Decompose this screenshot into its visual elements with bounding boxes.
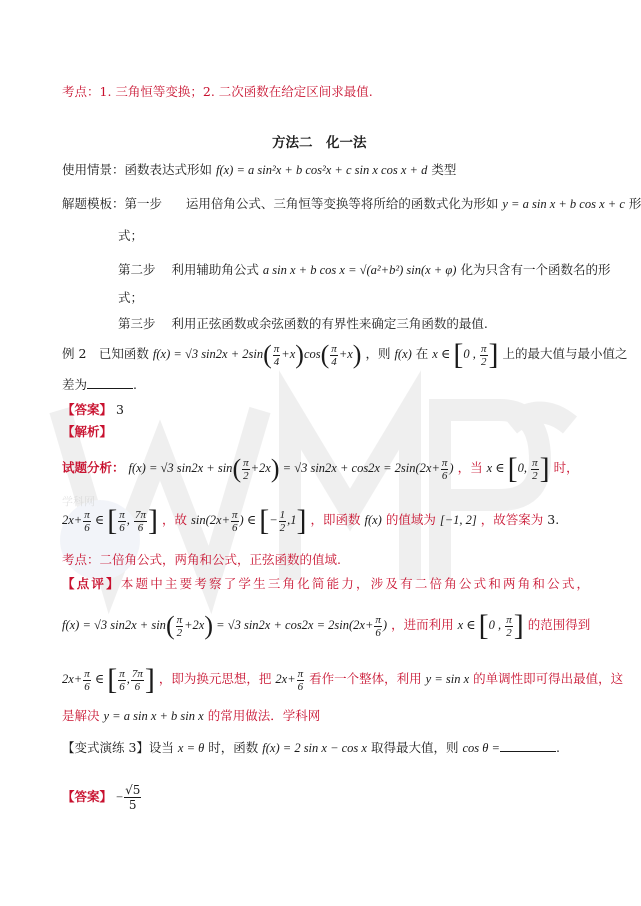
answer2-fraction bbox=[124, 783, 141, 812]
review-further: ，进而利用 bbox=[391, 617, 454, 632]
step2-expr: a sin x + b cos x = √(a²+b²) sin(x + φ) bbox=[262, 263, 457, 277]
template-step2 bbox=[118, 262, 610, 278]
variant-cond: x = θ bbox=[177, 741, 205, 755]
answer2-minus: − bbox=[116, 790, 124, 804]
analysis-line1 bbox=[62, 452, 579, 486]
answer-label: 【答案】 bbox=[62, 402, 113, 417]
analysis-prefix: 试题分析： bbox=[62, 460, 125, 475]
review-last-expr: y = a sin x + b sin x bbox=[103, 709, 204, 723]
answer2-line bbox=[62, 780, 142, 814]
usage-line bbox=[62, 162, 456, 178]
variant-tail: 取得最大值，则 bbox=[370, 740, 459, 755]
step2-text: 利用辅助角公式 bbox=[171, 262, 259, 277]
example-fx: f(x) bbox=[394, 347, 412, 361]
example-2 bbox=[62, 338, 628, 372]
analysis-final-value: 3 bbox=[547, 512, 556, 527]
review-label: 【点评】 bbox=[62, 576, 121, 591]
analysis-range-text: 的值域为 bbox=[385, 512, 436, 527]
answer-blank bbox=[87, 377, 133, 389]
watermark-text: 学科网 bbox=[62, 495, 95, 508]
review-expr3: 2x+ $\frac{\pi}{6}$ bbox=[275, 667, 304, 693]
step1-tail: 形 bbox=[628, 196, 641, 211]
analysis-fx: f(x) bbox=[364, 513, 382, 527]
analysis-final-end: . bbox=[555, 512, 560, 527]
review-line3 bbox=[62, 663, 624, 697]
answer-line bbox=[62, 402, 124, 418]
review-domain: x ∈ [0 , $\frac{\pi}{2}$ ] bbox=[457, 609, 524, 643]
review-range-tail: 的范围得到 bbox=[527, 617, 591, 632]
review-line2 bbox=[62, 609, 591, 643]
method-title: 方法二 化一法 bbox=[272, 135, 367, 151]
answer2-num: √5 bbox=[125, 783, 141, 797]
analysis-so: ，故 bbox=[162, 512, 188, 527]
example-interval: x ∈ [0 , $\frac{\pi}{2}$ ] bbox=[432, 338, 499, 372]
template-step1 bbox=[62, 196, 641, 212]
review-expr4: y = sin x bbox=[425, 672, 470, 686]
analysis-expr2: 2x+ $\frac{\pi}{6}$ ∈ [ $\frac{\pi}{6}$ , $\frac{7\pi}{6}$ ] bbox=[62, 504, 159, 538]
analysis-expr3: sin(2x+ $\frac{\pi}{6}$ ) ∈ [− $\frac{1}{2}$ ,1] bbox=[191, 504, 307, 538]
analysis-line2 bbox=[62, 504, 560, 538]
topic-note-2: 考点：二倍角公式，两角和公式，正弦函数的值域. bbox=[62, 552, 341, 567]
template-step3 bbox=[118, 316, 488, 332]
variant-line bbox=[62, 740, 560, 756]
review-idea2: 看作一个整体，利用 bbox=[309, 671, 422, 686]
step3-label: 第三步 bbox=[118, 316, 156, 331]
step1-text: 运用倍角公式、三角恒等变换等将所给的函数式化为形如 bbox=[185, 196, 499, 211]
variant-label: 【变式演练 3】设当 bbox=[62, 740, 174, 755]
review-expr2: 2x+ $\frac{\pi}{6}$ ∈ [ $\frac{\pi}{6}$ , $\frac{7\pi}{6}$ ] bbox=[62, 663, 155, 697]
analysis-expr1: f(x) = √3 sin2x + sin( $\frac{\pi}{2}$ +2x) = √3 sin2x + cos2x = 2sin(2x+ $\frac{\pi}{6}$ ) bbox=[128, 454, 454, 484]
topic-note-1: 考点：1. 三角恒等变换；2. 二次函数在给定区间求最值. bbox=[62, 84, 373, 99]
answer2-label: 【答案】 bbox=[62, 789, 113, 804]
template-label: 解题模板： bbox=[62, 196, 125, 211]
usage-label: 使用情景：函数表达式形如 bbox=[62, 162, 213, 177]
analysis-domain: x ∈ [0, $\frac{\pi}{2}$ ] bbox=[486, 452, 550, 486]
step2-tail: 化为只含有一个函数名的形 bbox=[460, 262, 611, 277]
review-line4 bbox=[62, 708, 320, 724]
step3-text: 利用正弦函数或余弦函数的有界性来确定三角函数的最值. bbox=[171, 316, 488, 331]
review-text: 本题中主要考察了学生三角化简能力，涉及有二倍角公式和两角和公式， bbox=[120, 576, 592, 591]
analysis-when: ，当 bbox=[457, 460, 483, 475]
step1-cont: 式； bbox=[118, 228, 144, 243]
example-mid: ，则 bbox=[365, 346, 391, 361]
answer2-den: 5 bbox=[124, 797, 141, 812]
review-idea3: 的单调性即可得出最值，这 bbox=[473, 671, 624, 686]
example-line2-end: . bbox=[133, 377, 137, 392]
review-expr1: f(x) = √3 sin2x + sin( $\frac{\pi}{2}$ +2x) = √3 sin2x + cos2x = 2sin(2x+ $\frac{\pi}{6}$ ) bbox=[62, 611, 388, 641]
example-mid2: 在 bbox=[415, 346, 429, 361]
step1-expr: y = a sin x + b cos x + c bbox=[502, 197, 625, 211]
review-last1: 是解决 bbox=[62, 708, 100, 723]
usage-expr: f(x) = a sin²x + b cos²x + c sin x cos x + d bbox=[216, 163, 428, 177]
analysis-label: 【解析】 bbox=[62, 424, 113, 439]
variant-end: . bbox=[555, 740, 560, 755]
step2-cont: 式； bbox=[118, 290, 144, 305]
example-func: f(x) = √3 sin2x + 2sin( $\frac{\pi}{4}$ +x)cos( $\frac{\pi}{4}$ +x) bbox=[152, 340, 362, 370]
analysis-when-tail: 时， bbox=[553, 460, 579, 475]
analysis-final: ，故答案为 bbox=[480, 512, 544, 527]
variant-ask: cos θ = bbox=[462, 741, 500, 755]
variant-func: f(x) = 2 sin x − cos x bbox=[262, 741, 367, 755]
answer-value: 3 bbox=[116, 402, 124, 417]
variant-mid: 时，函数 bbox=[208, 740, 259, 755]
review-idea: ，即为换元思想，把 bbox=[158, 671, 272, 686]
review-last2: 的常用做法．学科网 bbox=[207, 708, 321, 723]
analysis-range: [−1, 2] bbox=[439, 513, 477, 527]
step2-label: 第二步 bbox=[118, 262, 156, 277]
example-tail: 上的最大值与最小值之 bbox=[502, 346, 628, 361]
step1-label: 第一步 bbox=[124, 196, 163, 211]
example-line2-text: 差为 bbox=[62, 377, 88, 392]
review-line1 bbox=[62, 576, 591, 592]
usage-suffix: 类型 bbox=[431, 162, 457, 177]
example-label: 例 2 已知函数 bbox=[62, 346, 149, 361]
analysis-then: ，即函数 bbox=[310, 512, 361, 527]
variant-blank bbox=[500, 740, 556, 752]
example-line2 bbox=[62, 377, 137, 393]
